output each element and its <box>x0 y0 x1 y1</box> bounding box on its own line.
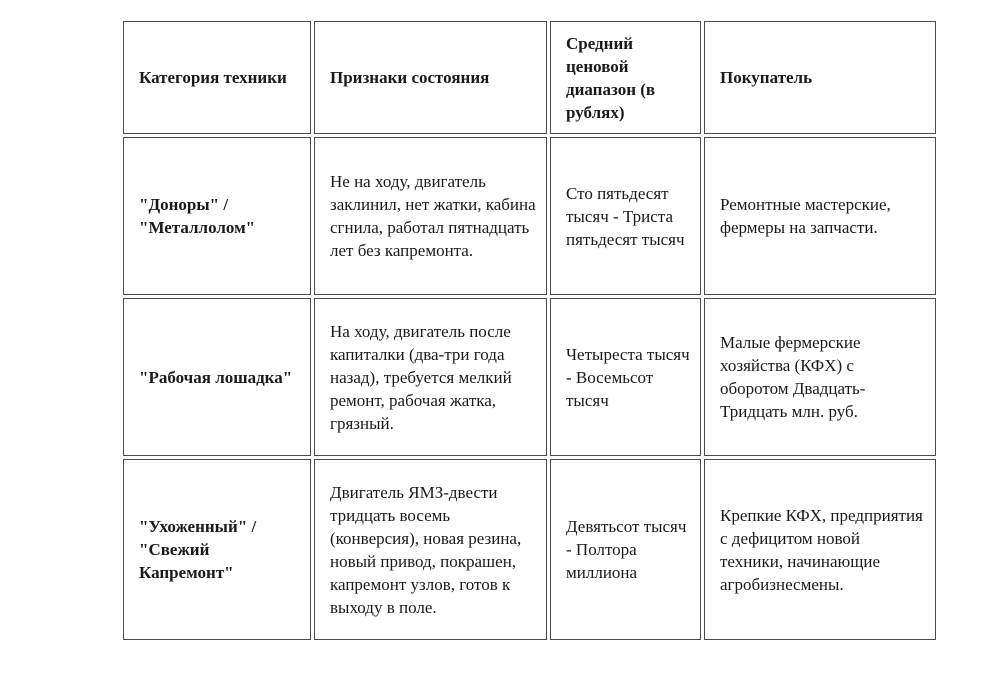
condition-cell: Не на ходу, двигатель заклинил, нет жатки, кабина сгнила, работал пятнадцать лет без капремонта. <box>314 137 547 295</box>
table-header-row <box>123 21 936 134</box>
condition-cell: Двигатель ЯМЗ-двести тридцать восемь (конверсия), новая резина, новый привод, покрашен, капремонт узлов, готов к выходу в поле. <box>314 459 547 640</box>
condition-cell: На ходу, двигатель после капиталки (два-три года назад), требуется мелкий ремонт, рабочая жатка, грязный. <box>314 298 547 456</box>
price-cell: Девятьсот тысяч - Полтора миллиона <box>550 459 701 640</box>
buyer-cell: Крепкие КФХ, предприятия с дефицитом новой техники, начинающие агробизнесмены. <box>704 459 936 640</box>
header-category: Категория техники <box>123 21 311 134</box>
category-cell: "Доноры" / "Металлолом" <box>123 137 311 295</box>
table-row <box>123 459 936 640</box>
price-cell: Сто пятьдесят тысяч - Триста пятьдесят тысяч <box>550 137 701 295</box>
header-price: Средний ценовой диапазон (в рублях) <box>550 21 701 134</box>
price-cell: Четыреста тысяч - Восемьсот тысяч <box>550 298 701 456</box>
header-buyer: Покупатель <box>704 21 936 134</box>
table-row <box>123 137 936 295</box>
table-row <box>123 298 936 456</box>
category-cell: "Рабочая лошадка" <box>123 298 311 456</box>
header-condition: Признаки состояния <box>314 21 547 134</box>
category-cell: "Ухоженный" / "Свежий Капремонт" <box>123 459 311 640</box>
buyer-cell: Ремонтные мастерские, фермеры на запчасти. <box>704 137 936 295</box>
equipment-price-table <box>120 18 939 643</box>
buyer-cell: Малые фермерские хозяйства (КФХ) с оборотом Двадцать-Тридцать млн. руб. <box>704 298 936 456</box>
